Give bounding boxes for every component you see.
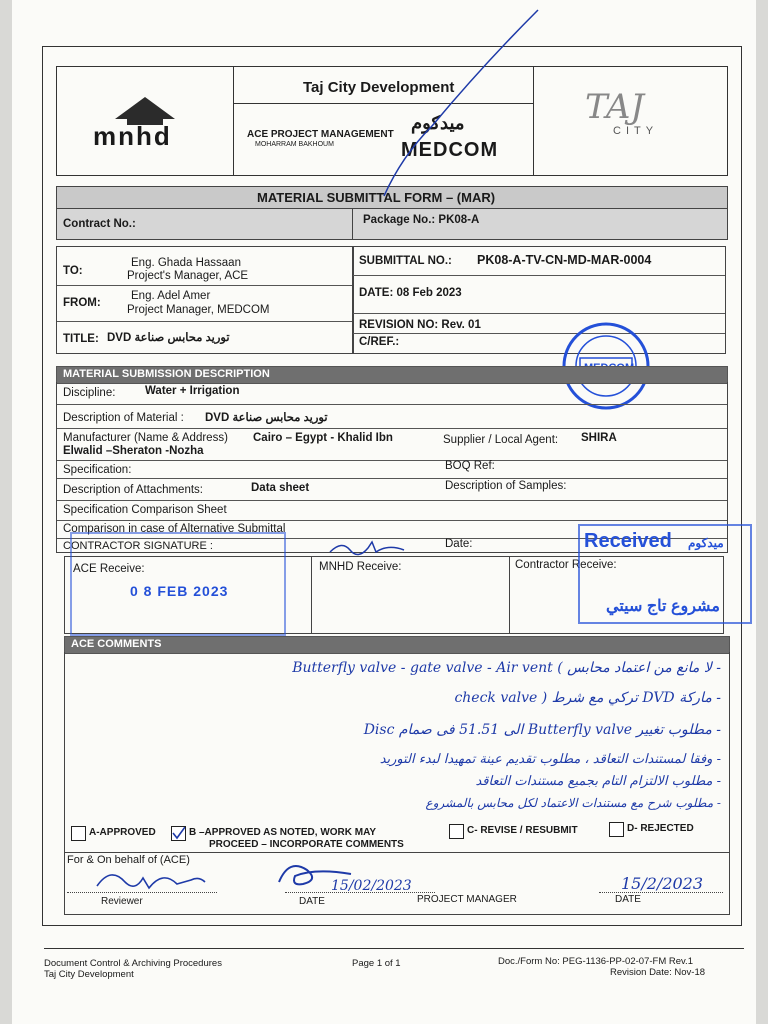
to-name: Eng. Ghada Hassaan <box>131 257 241 269</box>
medcom-logo-ar: ميدكوم <box>411 113 465 133</box>
from-name: Eng. Adel Amer <box>131 290 211 302</box>
signoff-block <box>64 852 730 915</box>
to-role: Project's Manager, ACE <box>127 270 249 282</box>
revise-checkbox[interactable] <box>449 824 464 839</box>
rejected-checkbox[interactable] <box>609 822 624 837</box>
boq-label: BOQ Ref: <box>445 460 495 472</box>
footer-left-2: Taj City Development <box>44 969 134 980</box>
from-label: FROM: <box>63 297 101 309</box>
handwritten-comment-2: - ماركة DVD تركي مع شرط ( check valve <box>454 690 721 706</box>
received-stamp-text: Received <box>584 530 672 552</box>
supplier-label: Supplier / Local Agent: <box>443 434 559 446</box>
date-label: DATE: 08 Feb 2023 <box>359 287 462 299</box>
samples-label: Description of Samples: <box>445 480 567 492</box>
submittal-value: PK08-A-TV-CN-MD-MAR-0004 <box>477 253 652 267</box>
pm-signature <box>275 854 355 890</box>
rejected-label: D- REJECTED <box>627 823 694 834</box>
reviewer-signature <box>91 862 211 896</box>
attachments-label: Description of Attachments: <box>63 484 203 496</box>
contractor-date-label: Date: <box>445 538 473 550</box>
received-stamp-ar2: مشروع تاج سيتي <box>606 598 720 615</box>
title-label: TITLE: <box>63 333 99 345</box>
contractor-receive-label: Contractor Receive: <box>515 559 617 571</box>
manufacturer-value1: Cairo – Egypt - Khalid Ibn <box>253 432 393 444</box>
title-value: DVD توريد محابس صناعة <box>107 332 230 344</box>
ace-receive-stamp-date: 0 8 FEB 2023 <box>130 583 229 599</box>
discipline-value: Water + Irrigation <box>145 385 240 397</box>
desc-section-title: MATERIAL SUBMISSION DESCRIPTION <box>63 368 270 380</box>
cref-label: C/REF.: <box>359 336 400 348</box>
ace-receive-label: ACE Receive: <box>73 563 145 575</box>
footer-right-1: Doc./Form No: PEG-1136-PP-02-07-FM Rev.1 <box>498 956 693 967</box>
specification-label: Specification: <box>63 464 132 476</box>
handwritten-comment-6: - مطلوب شرح مع مستندات الاعتماد لكل محابس بالمشروع <box>425 796 721 810</box>
mnhd-logo-cell <box>57 67 234 175</box>
behalf-label: For & On behalf of (ACE) <box>67 854 190 866</box>
org-title: Taj City Development <box>303 79 455 96</box>
taj-logo-cell <box>533 67 727 175</box>
handwritten-comment-4: - وفقا لمستندات التعاقد ، مطلوب تقديم عينة تمهيدا لبدء التوريد <box>379 752 721 767</box>
submittal-label: SUBMITTAL NO.: <box>359 255 452 267</box>
revise-label: C- REVISE / RESUBMIT <box>467 825 578 836</box>
supplier-value: SHIRA <box>581 432 617 444</box>
comparison-alt: Comparison in case of Alternative Submittal <box>63 523 286 535</box>
revision-label: REVISION NO: Rev. 01 <box>359 319 481 331</box>
handwritten-date-2: 15/2/2023 <box>621 874 704 893</box>
project-manager-label: PROJECT MANAGER <box>417 894 517 905</box>
contractor-signature-label: CONTRACTOR SIGNATURE : <box>63 540 213 552</box>
date-label-1: DATE <box>299 896 325 907</box>
ace-comments-title: ACE COMMENTS <box>71 638 162 650</box>
approved-as-noted-checkbox[interactable] <box>171 826 186 841</box>
ace-logo-line1: ACE PROJECT MANAGEMENT <box>247 129 394 140</box>
contractor-signature <box>328 538 408 558</box>
to-from-block <box>56 246 354 354</box>
manufacturer-value2: Elwalid –Sheraton -Nozha <box>63 445 204 457</box>
contract-label: Contract No.: <box>63 218 136 230</box>
handwritten-comment-1: - لا مانع من اعتماد محابس ) Butterfly valve - gate valve - Air vent <box>292 660 721 676</box>
form-title: MATERIAL SUBMITTAL FORM – (MAR) <box>257 190 496 205</box>
scanned-page <box>12 0 756 1024</box>
from-role: Project Manager, MEDCOM <box>127 304 270 316</box>
discipline-label: Discipline: <box>63 387 116 399</box>
ace-logo-line2: MOHARRAM BAKHOUM <box>255 141 334 148</box>
approved-checkbox[interactable] <box>71 826 86 841</box>
package-label: Package No.: PK08-A <box>363 214 480 226</box>
spec-comparison: Specification Comparison Sheet <box>63 504 227 516</box>
mnhd-receive-label: MNHD Receive: <box>319 561 402 573</box>
attachments-value: Data sheet <box>251 482 310 494</box>
material-value: DVD توريد محابس صناعة <box>205 412 328 424</box>
check-mark-icon <box>172 827 185 840</box>
handwritten-comment-5: - مطلوب الالتزام التام بجميع مستندات التعاقد <box>475 774 721 789</box>
material-label: Description of Material : <box>63 412 184 424</box>
to-label: TO: <box>63 265 83 277</box>
taj-city-text: CITY <box>613 125 659 137</box>
approved-as-noted-label-2: PROCEED – INCORPORATE COMMENTS <box>209 839 404 850</box>
handwritten-comment-3: - مطلوب تغيير Butterfly valve الى 51.51 فى صمام Disc <box>363 722 721 738</box>
footer-left-1: Document Control & Archiving Procedures <box>44 958 222 969</box>
date-label-2: DATE <box>615 894 641 905</box>
handwritten-date-1: 15/02/2023 <box>331 878 412 894</box>
ace-comments-area <box>64 652 730 853</box>
medcom-logo-en: MEDCOM <box>401 139 499 161</box>
reviewer-label: Reviewer <box>101 896 143 907</box>
pen-stroke <box>362 6 562 206</box>
taj-logo-text: TAJ <box>585 87 645 127</box>
manufacturer-label: Manufacturer (Name & Address) <box>63 432 228 444</box>
received-stamp-ar1: ميدكوم <box>688 536 724 550</box>
approved-label: A-APPROVED <box>89 827 156 838</box>
mnhd-logo-text: mnhd <box>93 121 172 151</box>
footer-page: Page 1 of 1 <box>352 958 401 969</box>
footer-right-2: Revision Date: Nov-18 <box>610 967 706 978</box>
contract-band <box>56 208 728 240</box>
approved-as-noted-label: B –APPROVED AS NOTED, WORK MAY <box>189 827 377 838</box>
